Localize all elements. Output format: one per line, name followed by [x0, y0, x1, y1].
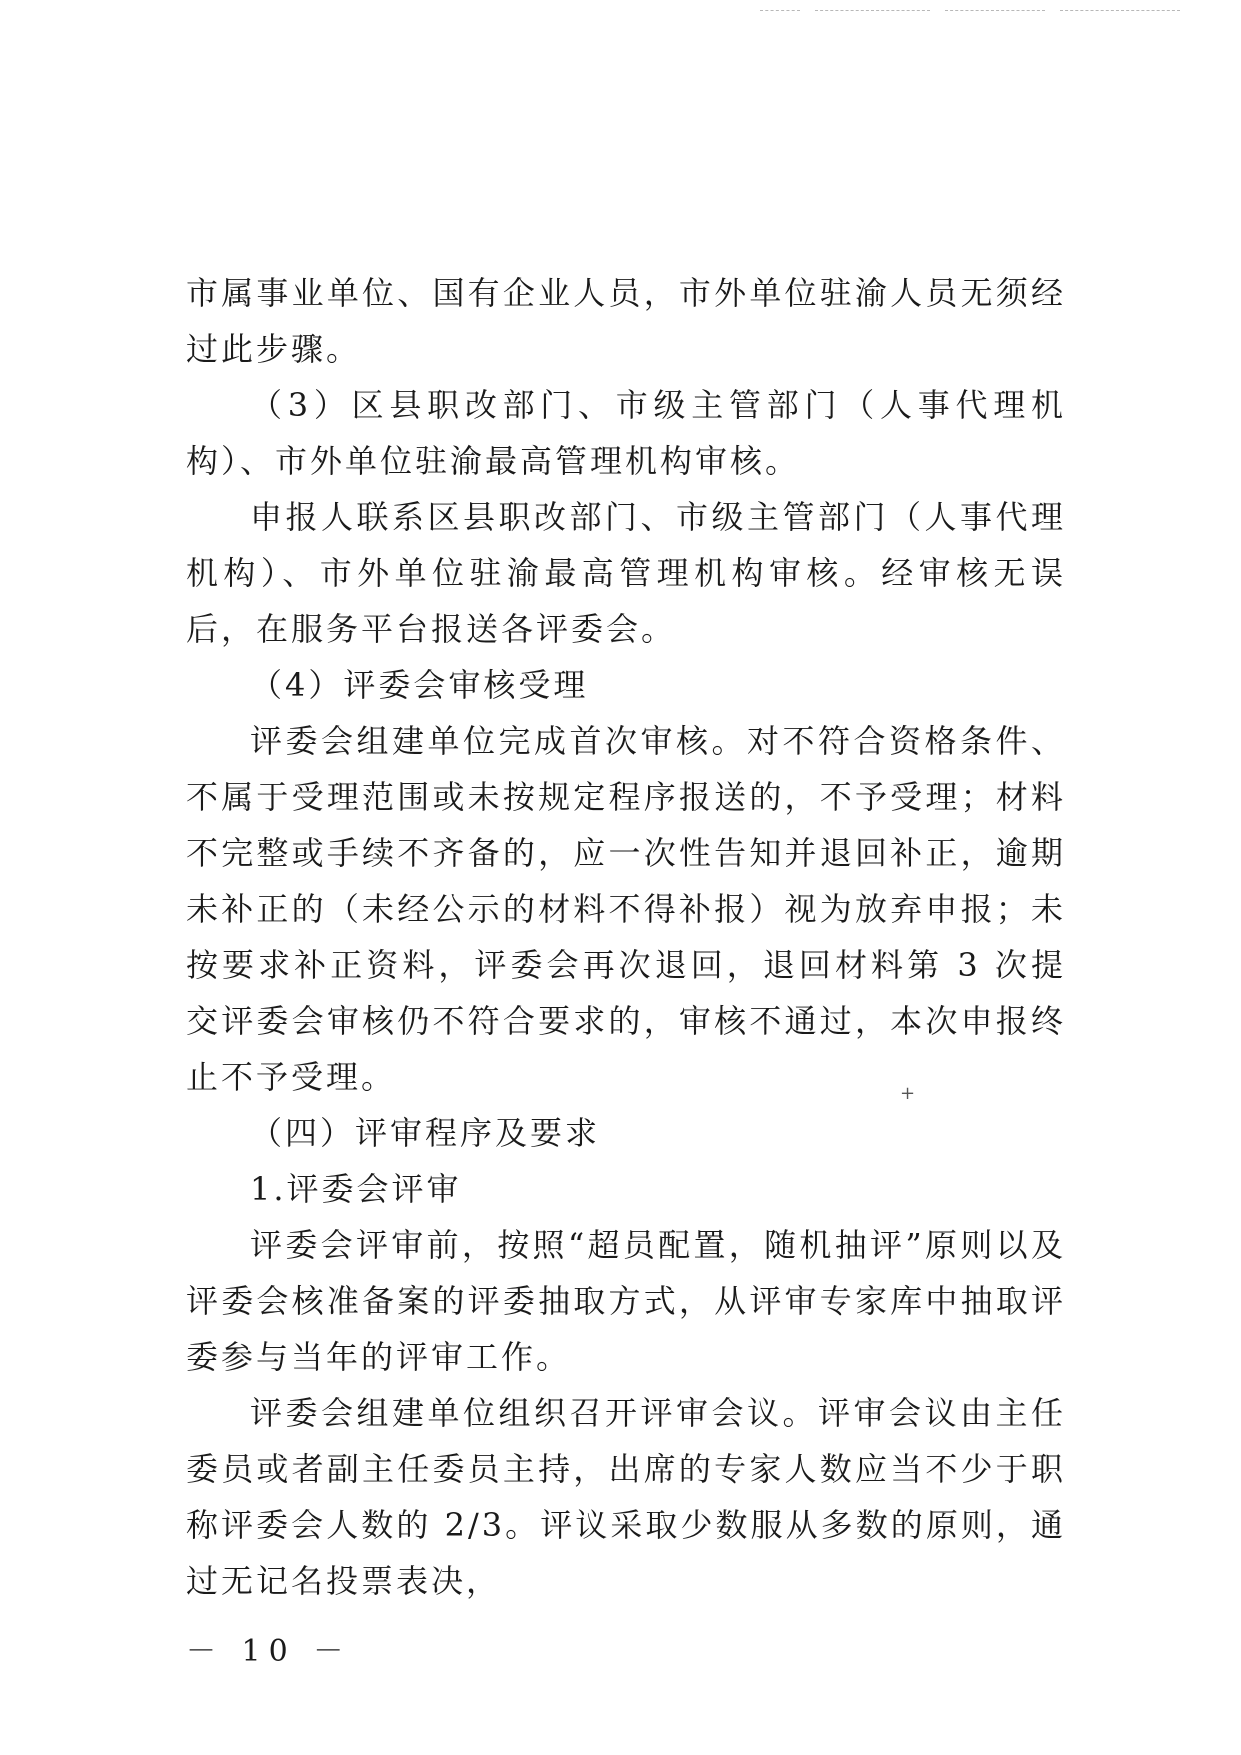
page-number: － 10 －: [186, 1634, 352, 1669]
scan-edge-mark: [945, 10, 1045, 13]
scan-edge-mark: [760, 10, 800, 13]
paragraph: 申报人联系区县职改部门、市级主管部门（人事代理机构）、市外单位驻渝最高管理机构审核。经审核无误后，在服务平台报送各评委会。: [186, 498, 1066, 648]
scan-edge-mark: [1060, 10, 1180, 13]
section-heading: （四）评审程序及要求: [250, 1114, 601, 1152]
page-body: [186, 265, 1066, 1609]
paragraph: 市属事业单位、国有企业人员，市外单位驻渝人员无须经过此步骤。: [186, 274, 1066, 368]
subsection-heading: （4）评委会审核受理: [250, 666, 589, 704]
paragraph: 评委会组建单位组织召开评审会议。评审会议由主任委员或者副主任委员主持，出席的专家人数应当不少于职称评委会人数的 2/3。评议采取少数服从多数的原则，通过无记名投票表决，: [186, 1394, 1066, 1600]
scan-edge-mark: [815, 10, 930, 13]
paragraph: 评委会评审前，按照“超员配置，随机抽评”原则以及评委会核准备案的评委抽取方式，从评审专家库中抽取评委参与当年的评审工作。: [186, 1226, 1066, 1376]
paragraph: （3）区县职改部门、市级主管部门（人事代理机构）、市外单位驻渝最高管理机构审核。: [186, 386, 1066, 480]
stray-mark: +: [900, 1083, 916, 1104]
paragraph: 评委会组建单位完成首次审核。对不符合资格条件、不属于受理范围或未按规定程序报送的，不予受理；材料不完整或手续不齐备的，应一次性告知并退回补正，逾期未补正的（未经公示的材料不得补报）视为放弃申报；未按要求补正资料，评委会再次退回，退回材料第 3 次提交评委会审核仍不符合要求的，审核不通过，本次申报终止不予受理。: [186, 722, 1066, 1096]
subsection-heading: 1.评委会评审: [250, 1170, 462, 1208]
